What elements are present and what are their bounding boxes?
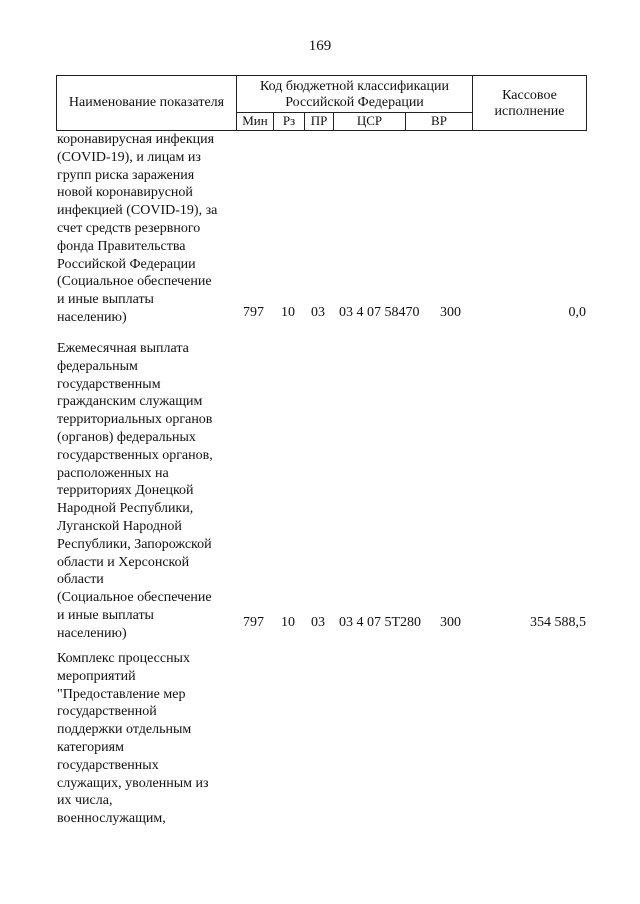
header-amount-line2: исполнение — [494, 104, 565, 119]
cell-csr: 03 4 07 5Т280 — [339, 615, 422, 630]
header-min: Мин — [242, 113, 268, 128]
header-csr: ЦСР — [356, 113, 383, 128]
header-pr: ПР — [310, 113, 328, 128]
header-amount-line1: Кассовое — [502, 88, 557, 103]
cell-csr: 03 4 07 58470 — [339, 305, 420, 320]
header-code-group-line2: Российской Федерации — [285, 95, 424, 110]
header-vr: ВР — [431, 113, 447, 128]
header-code-group-line1: Код бюджетной классификации — [260, 79, 449, 94]
cell-amount: 0,0 — [568, 305, 586, 320]
row-description: Комплекс процессных мероприятий "Предоставление мер государственной поддержки отдельным категориям государственных служащих, уволенным из их числа, военнослужащим, — [57, 651, 209, 827]
cell-amount: 354 588,5 — [530, 615, 586, 630]
cell-pr: 03 — [311, 615, 325, 630]
page-number: 169 — [308, 38, 332, 54]
header-name-column: Наименование показателя — [68, 95, 225, 110]
cell-vr: 300 — [440, 305, 461, 320]
cell-rz: 10 — [281, 615, 295, 630]
cell-pr: 03 — [311, 305, 325, 320]
row-description: Ежемесячная выплата федеральным государственным гражданским служащим территориальных органов (органов) федеральных государственных органов, расположенных на территориях Донецкой Народной Республики, Луганской Народной Республики, Запорожской области и Херсонской области (Социальное обеспечение и иные выплаты населению) — [57, 341, 213, 641]
cell-vr: 300 — [440, 615, 461, 630]
cell-min: 797 — [243, 615, 264, 630]
cell-rz: 10 — [281, 305, 295, 320]
header-rz: Рз — [282, 113, 296, 128]
cell-min: 797 — [243, 305, 264, 320]
row-description: коронавирусная инфекция (COVID-19), и лицам из групп риска заражения новой коронавирусной инфекцией (COVID-19), за счет средств резервного фонда Правительства Российской Федерации (Социальное обеспечение и иные выплаты населению) — [57, 132, 218, 325]
